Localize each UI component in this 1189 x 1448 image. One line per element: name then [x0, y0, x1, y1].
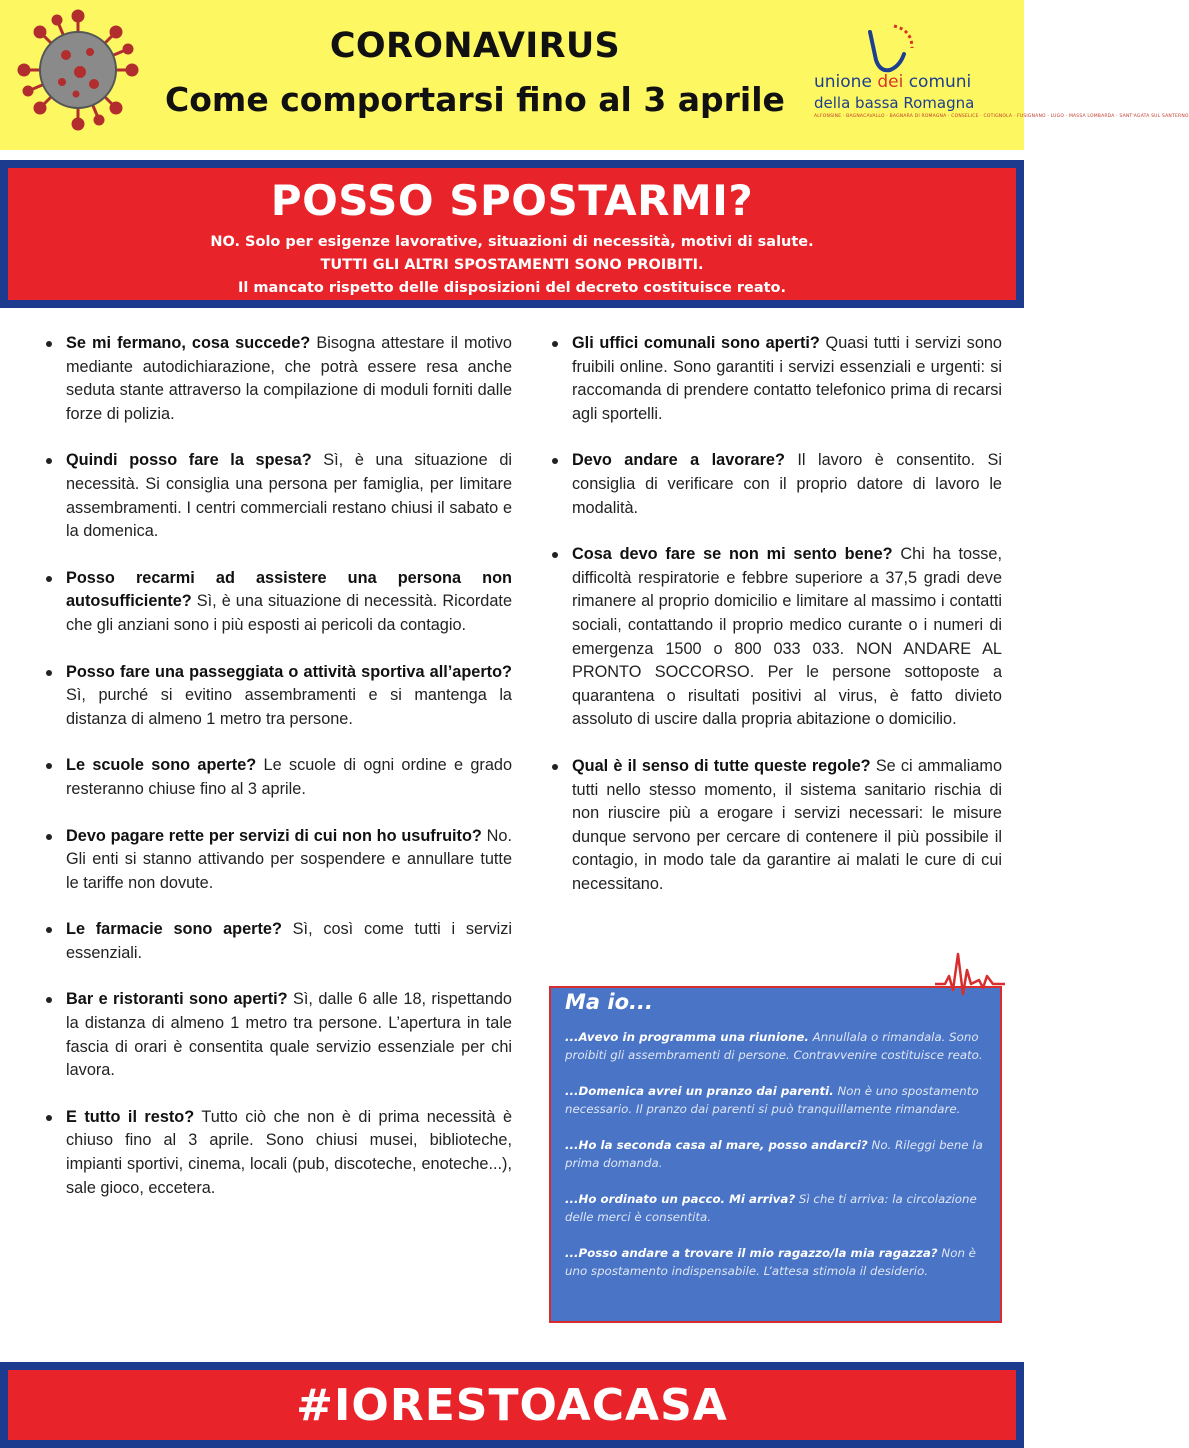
bullet-icon [552, 458, 558, 464]
ma-io-question: ...Avevo in programma una riunione. [565, 1030, 809, 1044]
logo-towns: ALFONSINE · BAGNACAVALLO · BAGNARA DI ROMAGNA · CONSELICE · COTIGNOLA · FUSIGNANO · LUGO · MASSA LOMBARDA · SANT'AGATA SUL SANTERNO [814, 114, 1189, 119]
ma-io-answer: Non è uno spostamento indispensabile. L’attesa stimola il desiderio. [565, 1246, 976, 1278]
ma-io-answer: Sì che ti arriva: la circolazione delle merci è consentita. [565, 1192, 977, 1224]
heartbeat-pulse-icon [935, 950, 1005, 996]
bullet-icon [552, 764, 558, 770]
bullet-icon [46, 763, 52, 769]
main-banner [0, 160, 1024, 308]
faq-answer: No. Gli enti si stanno attivando per sospendere e annullare tutte le tariffe non dovute. [66, 826, 512, 892]
ma-io-item [565, 1082, 995, 1118]
faq-item [42, 332, 512, 426]
ma-io-item [565, 1190, 995, 1226]
bullet-icon [552, 341, 558, 347]
ma-io-answer: Non è uno spostamento necessario. Il pranzo dai parenti si può tranquillamente rimandare. [565, 1084, 979, 1116]
banner-line-1: NO. Solo per esigenze lavorative, situazioni di necessità, motivi di salute. [210, 234, 814, 250]
faq-answer: Sì, purché si evitino assembramenti e si mantenga la distanza di almeno 1 metro tra persone. [66, 686, 512, 728]
footer-banner [0, 1362, 1024, 1448]
faq-item [548, 755, 1002, 897]
bullet-icon [46, 834, 52, 840]
faq-question: Devo pagare rette per servizi di cui non ho usufruito? [66, 826, 482, 845]
faq-item [42, 661, 512, 732]
faq-question: Posso fare una passeggiata o attività sportiva all’aperto? [66, 662, 512, 681]
ma-io-item [565, 1244, 995, 1280]
faq-answer: Sì, è una situazione di necessità. Ricordate che gli anziani sono i più esposti ai pericoli da contagio. [66, 592, 512, 634]
faq-item [42, 754, 512, 801]
right-column [548, 332, 1002, 919]
banner-line-3: Il mancato rispetto delle disposizioni del decreto costituisce reato. [237, 280, 787, 296]
banner-title: POSSO SPOSTARMI? [270, 176, 754, 225]
ma-io-answer: Annullala o rimandala. Sono proibiti gli assembramenti di persone. Contravvenire costituisce reato. [565, 1030, 983, 1062]
faq-item [42, 567, 512, 638]
logo-subtitle: della bassa Romagna [814, 94, 975, 112]
faq-item [42, 988, 512, 1082]
faq-question: Cosa devo fare se non mi sento bene? [572, 545, 893, 564]
faq-question: Devo andare a lavorare? [572, 451, 785, 470]
faq-item [548, 332, 1002, 426]
logo-name [814, 72, 971, 92]
faq-answer: Le scuole di ogni ordine e grado resteranno chiuse fino al 3 aprile. [66, 756, 513, 798]
ma-io-question: ...Domenica avrei un pranzo dai parenti. [565, 1084, 834, 1098]
ma-io-title: Ma io... [565, 990, 653, 1014]
faq-item [42, 449, 512, 543]
faq-question: Se mi fermano, cosa succede? [66, 334, 311, 352]
faq-answer: Quasi tutti i servizi sono fruibili online. Sono garantiti i servizi essenziali e urgenti: si raccomanda di prendere contatto telefonico prima di recarsi agli sportelli. [572, 334, 1002, 423]
logo-u-mark-icon [860, 20, 920, 80]
banner-red-panel [8, 168, 1016, 300]
bullet-icon [552, 552, 558, 558]
faq-answer: Tutto ciò che non è di prima necessità è chiuso fino al 3 aprile. Sono chiusi musei, biblioteche, impianti sportivi, cinema, locali (pub, discoteche, enoteche...), sale gioco, eccetera. [66, 1107, 512, 1197]
faq-question: Quindi posso fare la spesa? [66, 451, 312, 470]
faq-question: Bar e ristoranti sono aperti? [66, 990, 288, 1009]
faq-item [42, 918, 512, 965]
faq-answer: Sì, così come tutti i servizi essenziali. [66, 920, 512, 962]
poster-subtitle: Come comportarsi fino al 3 aprile [165, 80, 785, 119]
faq-question: Posso recarmi ad assistere una persona non autosufficiente? [66, 568, 512, 611]
banner-line-2: TUTTI GLI ALTRI SPOSTAMENTI SONO PROIBITI. [320, 257, 704, 273]
footer-red-panel [8, 1370, 1016, 1440]
faq-answer: Il lavoro è consentito. Si consiglia di verificare con il proprio datore di lavoro le modalità. [572, 451, 1002, 517]
header [0, 0, 1189, 150]
faq-answer: Chi ha tosse, difficoltà respiratorie e febbre superiore a 37,5 gradi deve rimanere al proprio domicilio e limitare al massimo i contatti sociali, contattando il proprio medico curante o i numeri di emergenza 1500 o 800 033 033. NON ANDARE AL PRONTO SOCCORSO. Per le persone sottoposte a quarantena o risultati positivi al virus, è fatto divieto assoluto di uscire dalla propria abitazione o domicilio. [572, 545, 1002, 729]
logo-unione-comuni [808, 20, 1189, 130]
ma-io-item [565, 1136, 995, 1172]
faq-answer: Sì, dalle 6 alle 18, rispettando la distanza di almeno 1 metro tra persone. L’apertura in tale fascia di orari è consentita quale servizio essenziale per chi lavora. [66, 990, 512, 1080]
left-column [42, 332, 512, 1223]
logo-name-part2: dei [877, 72, 904, 92]
ma-io-item [565, 1028, 995, 1064]
faq-item [42, 825, 512, 896]
bullet-icon [46, 1115, 52, 1121]
logo-name-part1: unione [814, 72, 878, 92]
bullet-icon [46, 341, 52, 347]
faq-question: Qual è il senso di tutte queste regole? [572, 756, 871, 775]
poster-title: CORONAVIRUS [329, 26, 621, 66]
faq-answer: Se ci ammaliamo tutti nello stesso momento, il sistema sanitario rischia di non riuscire più a erogare i servizi necessari: le misure dunque servono per cercare di contenere il più possibile il contagio, in modo tale da garantire ai malati le cure di cui necessitano. [572, 756, 1002, 893]
faq-question: Le farmacie sono aperte? [66, 920, 282, 939]
bullet-icon [46, 670, 52, 676]
faq-question: Le scuole sono aperte? [66, 756, 257, 775]
bullet-icon [46, 576, 52, 582]
ma-io-list [565, 1028, 995, 1298]
ma-io-answer: No. Rileggi bene la prima domanda. [565, 1138, 983, 1170]
ma-io-question: ...Ho ordinato un pacco. Mi arriva? [565, 1192, 796, 1206]
virus-icon [18, 10, 138, 130]
faq-question: E tutto il resto? [66, 1107, 195, 1126]
faq-question: Gli uffici comunali sono aperti? [572, 334, 820, 352]
faq-answer: Sì, è una situazione di necessità. Si consiglia una persona per famiglia, per limitare assembramenti. I centri commerciali restano chiusi il sabato e la domenica. [66, 451, 512, 541]
bullet-icon [46, 927, 52, 933]
ma-io-question: ...Posso andare a trovare il mio ragazzo/la mia ragazza? [565, 1246, 938, 1260]
footer-hashtag: #IORESTOACASA [296, 1380, 728, 1431]
bullet-icon [46, 458, 52, 464]
faq-item [548, 449, 1002, 520]
faq-item [42, 1106, 512, 1200]
ma-io-box [549, 986, 1002, 1323]
ma-io-question: ...Ho la seconda casa al mare, posso andarci? [565, 1138, 868, 1152]
faq-item [548, 543, 1002, 732]
logo-name-part3: comuni [903, 72, 972, 92]
faq-answer: Bisogna attestare il motivo mediante autodichiarazione, che potrà essere resa anche seduta stante attraverso la compilazione di moduli forniti dalle forze di polizia. [66, 334, 512, 423]
bullet-icon [46, 997, 52, 1003]
